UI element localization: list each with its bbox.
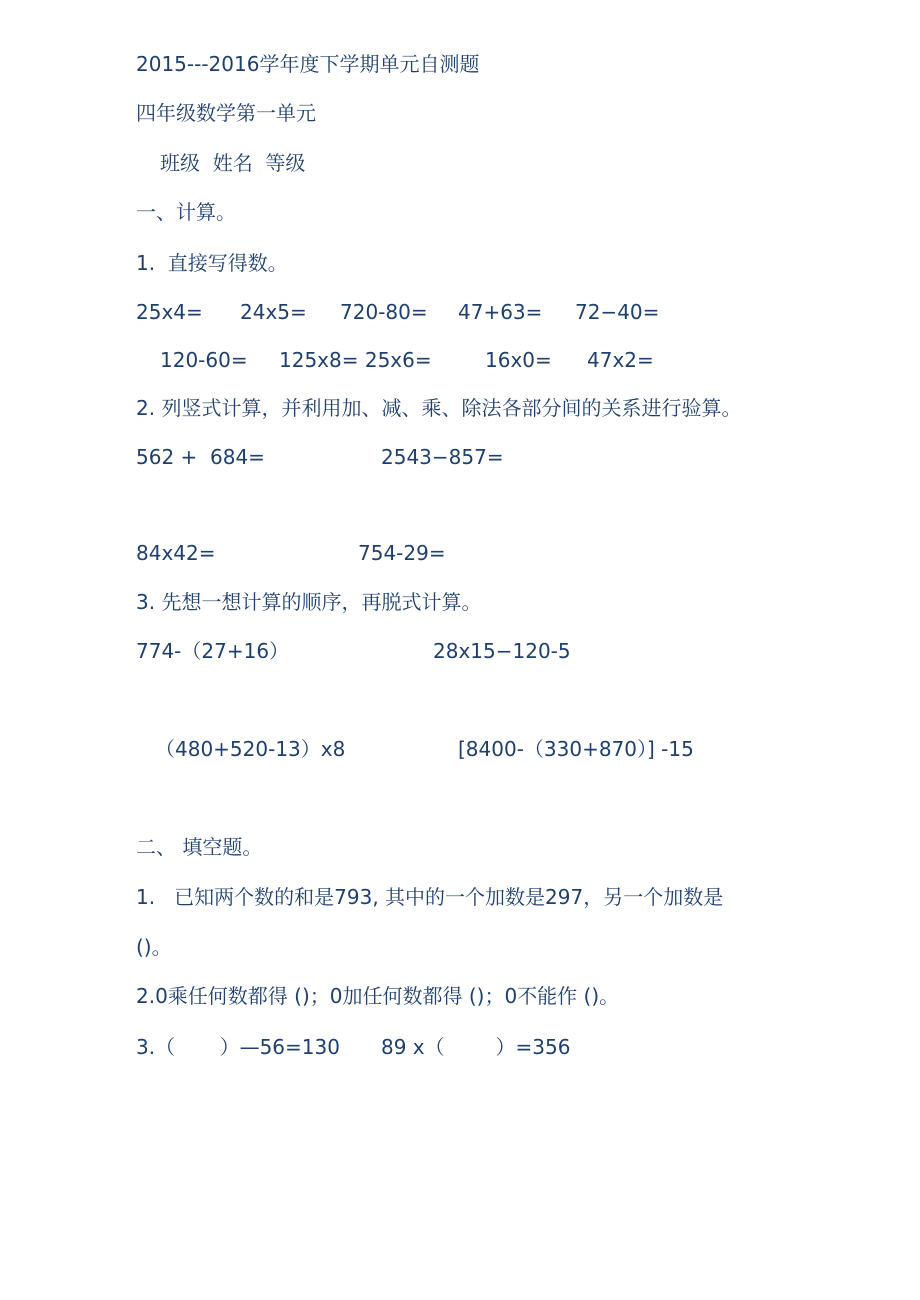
- oral-calc-item: 720-80=: [340, 300, 428, 324]
- oral-calc-item: 16x0=: [485, 348, 552, 372]
- step-calc-item: 28x15−120-5: [433, 639, 571, 663]
- oral-calc-item: 25x4=: [136, 300, 203, 324]
- step-calc-item: [8400-（330+870）] -15: [458, 737, 694, 761]
- oral-calc-item: 47+63=: [458, 300, 543, 324]
- vertical-calc-item: 2543−857=: [381, 445, 504, 469]
- vertical-calc-item: 562 + 684=: [136, 445, 265, 469]
- vertical-calc-item: 754-29=: [358, 541, 446, 565]
- oral-calc-item: 24x5=: [240, 300, 307, 324]
- fill-in-question-2: 2.0乘任何数都得 ()；0加任何数都得 ()；0不能作 ()。: [136, 984, 620, 1008]
- fill-in-question-3a: 3.（ ）—56=130: [136, 1035, 340, 1059]
- student-info-line: 班级 姓名 等级: [160, 151, 306, 175]
- step-calc-item: （480+520-13）x8: [155, 737, 346, 761]
- oral-calc-item: 72−40=: [575, 300, 660, 324]
- oral-calc-item: 47x2=: [587, 348, 654, 372]
- section-1-heading: 一、计算。: [136, 200, 236, 224]
- question-1-2-title: 2. 列竖式计算，并利用加、减、乘、除法各部分间的关系进行验算。: [136, 396, 742, 420]
- section-2-heading: 二、 填空题。: [136, 835, 263, 859]
- worksheet-title: 2015---2016学年度下学期单元自测题: [136, 52, 480, 76]
- vertical-calc-item: 84x42=: [136, 541, 216, 565]
- oral-calc-item: 125x8= 25x6=: [279, 348, 432, 372]
- step-calc-item: 774-（27+16）: [136, 639, 290, 663]
- question-1-3-title: 3. 先想一想计算的顺序，再脱式计算。: [136, 590, 482, 614]
- fill-in-question-3b: 89 x（ ）=356: [381, 1035, 571, 1059]
- oral-calc-item: 120-60=: [160, 348, 248, 372]
- fill-in-question-1-answer: ()。: [136, 935, 172, 959]
- worksheet-subtitle: 四年级数学第一单元: [136, 101, 316, 125]
- question-1-1-title: 1. 直接写得数。: [136, 251, 288, 275]
- fill-in-question-1: 1. 已知两个数的和是793, 其中的一个加数是297，另一个加数是: [136, 885, 724, 909]
